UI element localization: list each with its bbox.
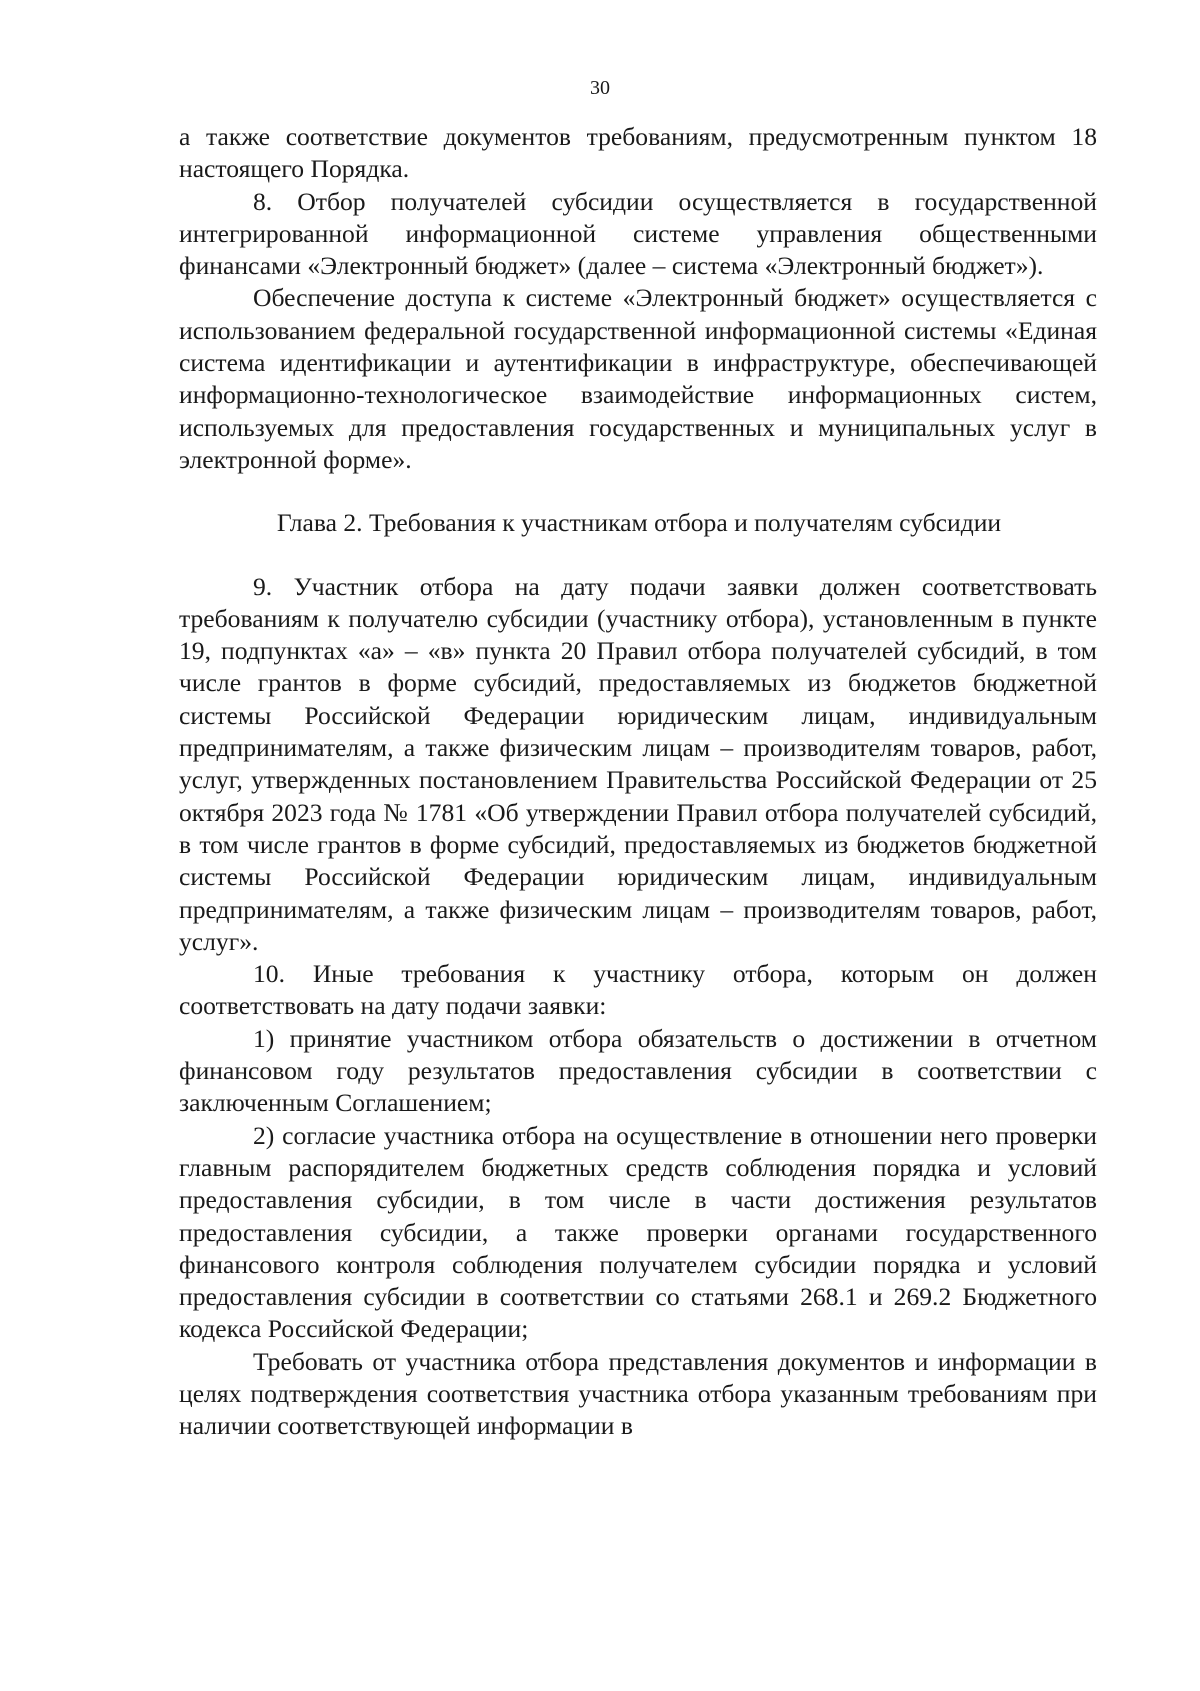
paragraph-9: 9. Участник отбора на дату подачи заявки должен соответствовать требованиям к получателю субсидии (участнику отбора), установленным в пункте 19, подпунктах «а» – «в» пункта 20 Правил отбора получателей субсидий, в том числе грантов в форме субсидий, предоставляемых из бюджетов бюджетной системы Российской Федерации юридическим лицам, индивидуальным предпринимателям, а также физическим лицам – производителям товаров, работ, услуг, утвержденных постановлением Правительства Российской Федерации от 25 октября 2023 года № 1781 «Об утверждении Правил отбора получателей субсидий, в том числе грантов в форме субсидий, предоставляемых из бюджетов бюджетной системы Российской Федерации юридическим лицам, индивидуальным предпринимателям, а также физическим лицам – производителям товаров, работ, услуг». — [179, 571, 1097, 956]
document-body — [179, 121, 1097, 1443]
paragraph-8: 8. Отбор получателей субсидии осуществляется в государственной интегрированной информационной системе управления общественными финансами «Электронный бюджет» (далее – система «Электронный бюджет»). — [179, 186, 1097, 281]
paragraph-10-item-2: 2) согласие участника отбора на осуществление в отношении него проверки главным распорядителем бюджетных средств соблюдения порядка и условий предоставления субсидии, в том числе в части достижения результатов предоставления субсидии, а также проверки органами государственного финансового контроля соблюдения получателем субсидии порядка и условий предоставления субсидии в соответствии со статьями 268.1 и 269.2 Бюджетного кодекса Российской Федерации; — [179, 1120, 1097, 1344]
chapter-heading: Глава 2. Требования к участникам отбора и получателям субсидии — [276, 508, 1002, 538]
page-number: 30 — [590, 77, 610, 99]
paragraph-8-access: Обеспечение доступа к системе «Электронный бюджет» осуществляется с использованием федеральной государственной информационной системы «Единая система идентификации и аутентификации в инфраструктуре, обеспечивающей информационно-технологическое взаимодействие информационных систем, используемых для предоставления государственных и муниципальных услуг в электронной форме». — [179, 283, 1097, 474]
paragraph-10-item-1: 1) принятие участником отбора обязательств о достижении в отчетном финансовом году результатов предоставления субсидии в соответствии с заключенным Соглашением; — [179, 1023, 1097, 1118]
paragraph-continuation: а также соответствие документов требованиям, предусмотренным пунктом 18 настоящего Порядка. — [179, 122, 1097, 184]
paragraph-10: 10. Иные требования к участнику отбора, которым он должен соответствовать на дату подачи заявки: — [179, 959, 1097, 1021]
paragraph-requirement: Требовать от участника отбора представления документов и информации в целях подтверждения соответствия участника отбора указанным требованиям при наличии соответствующей информации в — [179, 1346, 1097, 1441]
